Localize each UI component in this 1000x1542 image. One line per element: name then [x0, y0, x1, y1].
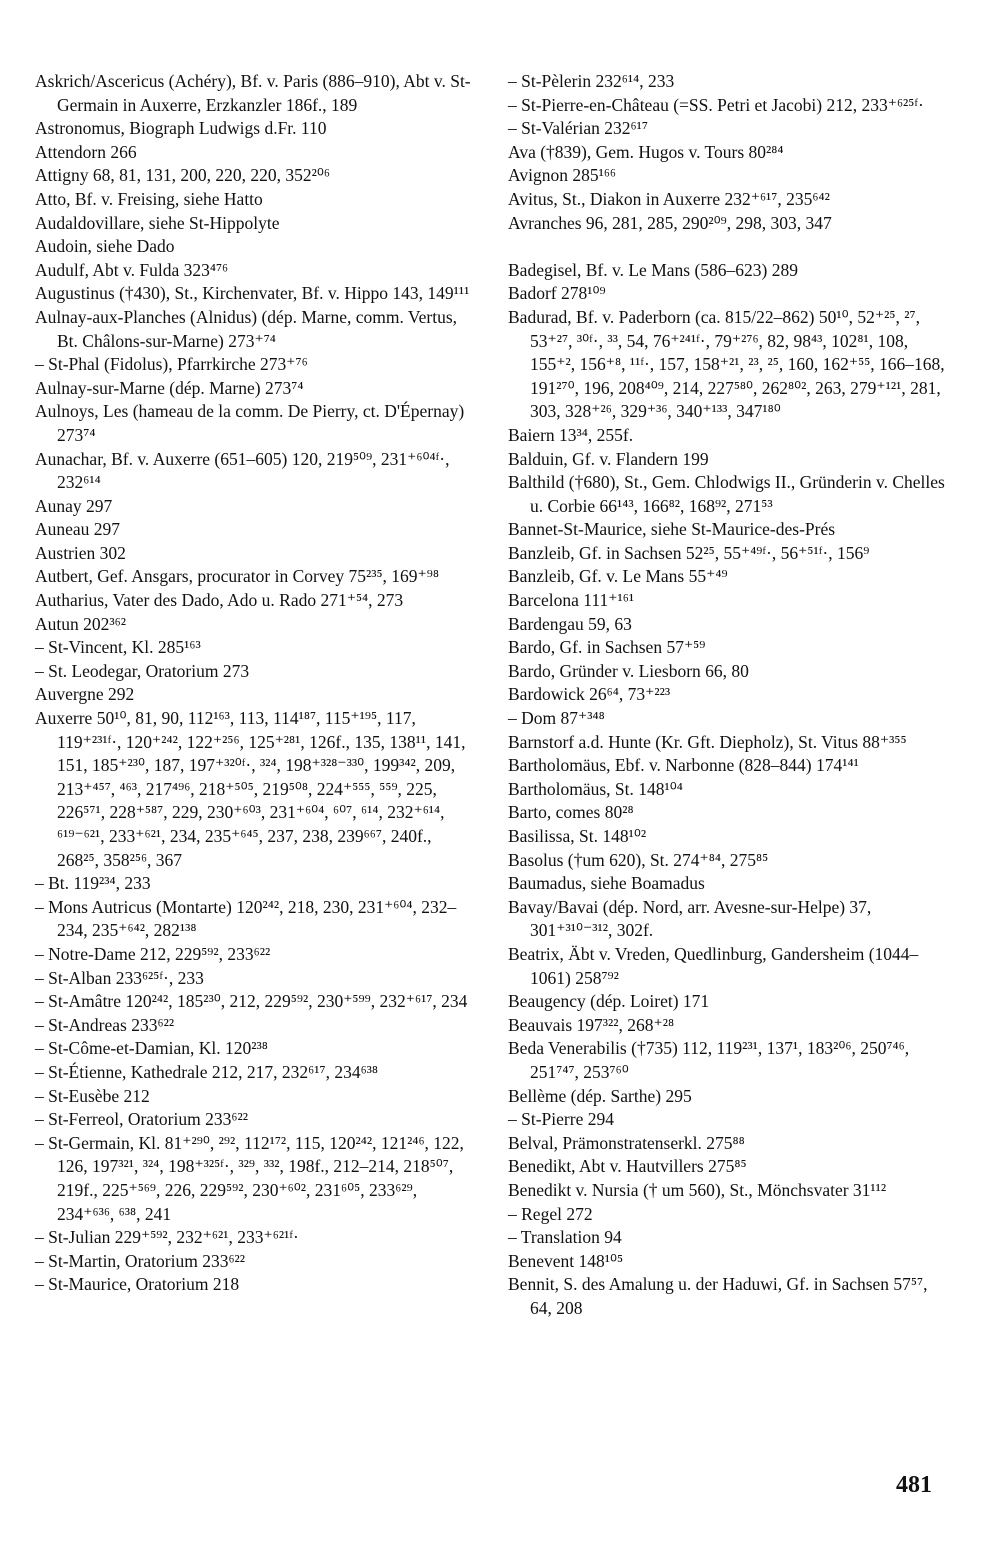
- page-number: 481: [896, 1472, 932, 1498]
- index-entry: Benedikt, Abt v. Hautvillers 275⁸⁵: [508, 1156, 747, 1177]
- index-entry: – St-Eusèbe 212: [35, 1085, 150, 1106]
- index-entry: – Notre-Dame 212, 229⁵⁹², 233⁶²²: [35, 943, 271, 964]
- index-entry: Bardo, Gründer v. Liesborn 66, 80: [508, 660, 749, 681]
- index-entry: Aunachar, Bf. v. Auxerre (651–605) 120, 219⁵⁰⁹, 231⁺⁶⁰⁴ᶠ·, 232⁶¹⁴: [35, 448, 450, 493]
- index-entry: Benevent 148¹⁰⁵: [508, 1250, 624, 1271]
- index-entry: Barto, comes 80²⁸: [508, 802, 634, 823]
- index-entry: Beda Venerabilis (†735) 112, 119²³¹, 137¹, 183²⁰⁶, 250⁷⁴⁶, 251⁷⁴⁷, 253⁷⁶⁰: [508, 1038, 910, 1082]
- index-entry: Aulnay-aux-Planches (Alnidus) (dép. Marne, comm. Vertus, Bt. Châlons-sur-Marne) 273⁺⁷⁴: [35, 306, 458, 351]
- index-entry: Avignon 285¹⁶⁶: [508, 165, 617, 186]
- letter-section-gap: [508, 235, 948, 259]
- index-entry: Avitus, St., Diakon in Auxerre 232⁺⁶¹⁷, 235⁶⁴²: [508, 188, 830, 209]
- index-entry: – St. Leodegar, Oratorium 273: [35, 660, 250, 681]
- index-entry: Audulf, Abt v. Fulda 323⁴⁷⁶: [35, 259, 229, 280]
- index-entry: Aulnoys, Les (hameau de la comm. De Pierry, ct. D'Épernay) 273⁷⁴: [35, 401, 465, 445]
- index-entry: Austrien 302: [35, 542, 126, 563]
- index-entry: – St-Julian 229⁺⁵⁹², 232⁺⁶²¹, 233⁺⁶²¹ᶠ·: [35, 1227, 299, 1248]
- index-entry: Atto, Bf. v. Freising, siehe Hatto: [35, 188, 263, 209]
- index-entry: Basilissa, St. 148¹⁰²: [508, 826, 647, 846]
- index-entry: Bardengau 59, 63: [508, 613, 632, 634]
- index-entry: – St-Pierre 294: [508, 1109, 614, 1130]
- index-entry: Bavay/Bavai (dép. Nord, arr. Avesne-sur-Helpe) 37, 301⁺³¹⁰⁻³¹², 302f.: [508, 896, 872, 941]
- index-entry: Banzleib, Gf. in Sachsen 52²⁵, 55⁺⁴⁹ᶠ·, 56⁺⁵¹ᶠ·, 156⁹: [508, 542, 870, 563]
- index-entry: Avranches 96, 281, 285, 290²⁰⁹, 298, 303, 347: [508, 212, 832, 233]
- index-entry: – Translation 94: [508, 1227, 622, 1248]
- index-entry: Badorf 278¹⁰⁹: [508, 283, 606, 304]
- index-entry: Badegisel, Bf. v. Le Mans (586–623) 289: [508, 259, 798, 280]
- index-entry: Bellème (dép. Sarthe) 295: [508, 1085, 692, 1106]
- index-entry: Bartholomäus, St. 148¹⁰⁴: [508, 778, 683, 799]
- index-entry: – St-Ferreol, Oratorium 233⁶²²: [35, 1109, 248, 1130]
- index-entry: Beaugency (dép. Loiret) 171: [508, 991, 710, 1012]
- index-column-right: [508, 70, 948, 1320]
- index-entry: – St-Côme-et-Damian, Kl. 120²³⁸: [35, 1038, 268, 1059]
- index-entry: Attendorn 266: [35, 141, 137, 162]
- index-entry: Audaldovillare, siehe St-Hippolyte: [35, 212, 280, 233]
- index-entry: – St-Maurice, Oratorium 218: [35, 1274, 240, 1295]
- index-entry: – Mons Autricus (Montarte) 120²⁴², 218, 230, 231⁺⁶⁰⁴, 232–234, 235⁺⁶⁴², 282¹³⁸: [35, 896, 457, 941]
- index-entry: Auneau 297: [35, 519, 121, 540]
- index-entry: Banzleib, Gf. v. Le Mans 55⁺⁴⁹: [508, 566, 728, 587]
- index-entry: – St-Alban 233⁶²⁵ᶠ·, 233: [35, 967, 204, 988]
- index-entry: Belval, Prämonstratenserkl. 275⁸⁸: [508, 1132, 745, 1153]
- index-entry: Barcelona 111⁺¹⁶¹: [508, 590, 635, 611]
- index-entry: Beatrix, Äbt v. Vreden, Quedlinburg, Gandersheim (1044–1061) 258⁷⁹²: [508, 943, 919, 988]
- index-entry: – St-Pèlerin 232⁶¹⁴, 233: [508, 71, 675, 91]
- index-entry: – Regel 272: [508, 1203, 593, 1224]
- index-entry: Bardowick 26⁶⁴, 73⁺²²³: [508, 684, 671, 705]
- index-entry: Balduin, Gf. v. Flandern 199: [508, 448, 709, 469]
- index-entry: Basolus (†um 620), St. 274⁺⁸⁴, 275⁸⁵: [508, 849, 769, 870]
- index-entry: Astronomus, Biograph Ludwigs d.Fr. 110: [35, 118, 327, 139]
- index-column-left: [35, 70, 475, 1297]
- index-entry: Bennit, S. des Amalung u. der Haduwi, Gf. in Sachsen 57⁵⁷, 64, 208: [508, 1274, 928, 1318]
- index-entry: Barnstorf a.d. Hunte (Kr. Gft. Diepholz), St. Vitus 88⁺³⁵⁵: [508, 731, 907, 752]
- index-entry: Audoin, siehe Dado: [35, 236, 175, 257]
- index-entry: Auvergne 292: [35, 684, 135, 705]
- index-entry: Baumadus, siehe Boamadus: [508, 873, 705, 894]
- index-entry: Auxerre 50¹⁰, 81, 90, 112¹⁶³, 113, 114¹⁸⁷, 115⁺¹⁹⁵, 117, 119⁺²³¹ᶠ·, 120⁺²⁴², 122⁺²⁵⁶, 125⁺²⁸¹, 126f., 135, 138¹¹, 141, 151, 185⁺²³⁰, 187, 197⁺³²⁰ᶠ·, ³²⁴, 198⁺³²⁸⁻³³⁰, 199³⁴², 209, 213⁺⁴⁵⁷, ⁴⁶³, 217⁴⁹⁶, 218⁺⁵⁰⁵, 219⁵⁰⁸, 224⁺⁵⁵⁵, ⁵⁵⁹, 225, 226⁵⁷¹, 228⁺⁵⁸⁷, 229, 230⁺⁶⁰³, 231⁺⁶⁰⁴, ⁶⁰⁷, ⁶¹⁴, 232⁺⁶¹⁴, ⁶¹⁹⁻⁶²¹, 233⁺⁶²¹, 234, 235⁺⁶⁴⁵, 237, 238, 239⁶⁶⁷, 240f., 268²⁵, 358²⁵⁶, 367: [35, 708, 466, 870]
- index-entry: Autbert, Gef. Ansgars, procurator in Corvey 75²³⁵, 169⁺⁹⁸: [35, 566, 439, 587]
- index-entry: – Bt. 119²³⁴, 233: [35, 873, 151, 894]
- index-entry: – St-Germain, Kl. 81⁺²⁹⁰, ²⁹², 112¹⁷², 115, 120²⁴², 121²⁴⁶, 122, 126, 197³²¹, ³²⁴, 198⁺³²⁵ᶠ·, ³²⁹, ³³², 198f., 212–214, 218⁵⁰⁷, 219f., 225⁺⁵⁶⁹, 226, 229⁵⁹², 230⁺⁶⁰², 231⁶⁰⁵, 233⁶²⁹, 234⁺⁶³⁶, ⁶³⁸, 241: [35, 1132, 464, 1224]
- index-entry: – Dom 87⁺³⁴⁸: [508, 708, 605, 729]
- index-entry: – St-Phal (Fidolus), Pfarrkirche 273⁺⁷⁶: [35, 354, 308, 375]
- index-entry: Benedikt v. Nursia († um 560), St., Mönchsvater 31¹¹²: [508, 1179, 887, 1200]
- index-entry: Beauvais 197³²², 268⁺²⁸: [508, 1014, 675, 1035]
- index-entry: Baiern 13³⁴, 255f.: [508, 424, 634, 445]
- index-entry: – St-Amâtre 120²⁴², 185²³⁰, 212, 229⁵⁹², 230⁺⁵⁹⁹, 232⁺⁶¹⁷, 234: [35, 991, 468, 1012]
- index-entry: Askrich/Ascericus (Achéry), Bf. v. Paris (886–910), Abt v. St-Germain in Auxerre, Erzkanzler 186f., 189: [35, 71, 471, 115]
- index-entry: Autun 202³⁶²: [35, 613, 126, 634]
- index-entry: Badurad, Bf. v. Paderborn (ca. 815/22–862) 50¹⁰, 52⁺²⁵, ²⁷, 53⁺²⁷, ³⁰ᶠ·, ³³, 54, 76⁺²⁴¹ᶠ·, 79⁺²⁷⁶, 82, 98⁴³, 102⁸¹, 108, 155⁺², 156⁺⁸, ¹¹ᶠ·, 157, 158⁺²¹, ²³, ²⁵, 160, 162⁺⁵⁵, 166–168, 191²⁷⁰, 196, 208⁴⁰⁹, 214, 227⁵⁸⁰, 262⁸⁰², 263, 279⁺¹²¹, 281, 303, 328⁺²⁶, 329⁺³⁶, 340⁺¹³³, 347¹⁸⁰: [508, 306, 945, 422]
- index-entry: Balthild (†680), St., Gem. Chlodwigs II., Gründerin v. Chelles u. Corbie 66¹⁴³, 166⁸², 168⁹², 271⁵³: [508, 472, 945, 516]
- index-entry: – St-Étienne, Kathedrale 212, 217, 232⁶¹⁷, 234⁶³⁸: [35, 1061, 379, 1082]
- index-entry: – St-Martin, Oratorium 233⁶²²: [35, 1250, 246, 1271]
- index-entry: Aulnay-sur-Marne (dép. Marne) 273⁷⁴: [35, 377, 304, 398]
- index-entry: Augustinus (†430), St., Kirchenvater, Bf. v. Hippo 143, 149¹¹¹: [35, 283, 470, 304]
- index-entry: – St-Andreas 233⁶²²: [35, 1014, 175, 1035]
- index-entry: Autharius, Vater des Dado, Ado u. Rado 271⁺⁵⁴, 273: [35, 590, 404, 611]
- index-entry: Bardo, Gf. in Sachsen 57⁺⁵⁹: [508, 637, 706, 658]
- index-entry: Bannet-St-Maurice, siehe St-Maurice-des-Prés: [508, 519, 836, 540]
- index-entry: Attigny 68, 81, 131, 200, 220, 220, 352²⁰⁶: [35, 165, 330, 186]
- index-entry: Ava (†839), Gem. Hugos v. Tours 80²⁸⁴: [508, 141, 784, 162]
- index-entry: – St-Valérian 232⁶¹⁷: [508, 118, 648, 139]
- index-entry: – St-Vincent, Kl. 285¹⁶³: [35, 637, 201, 658]
- index-entry: Aunay 297: [35, 495, 113, 516]
- index-entry: Bartholomäus, Ebf. v. Narbonne (828–844) 174¹⁴¹: [508, 755, 859, 776]
- index-entry: – St-Pierre-en-Château (=SS. Petri et Jacobi) 212, 233⁺⁶²⁵ᶠ·: [508, 94, 924, 115]
